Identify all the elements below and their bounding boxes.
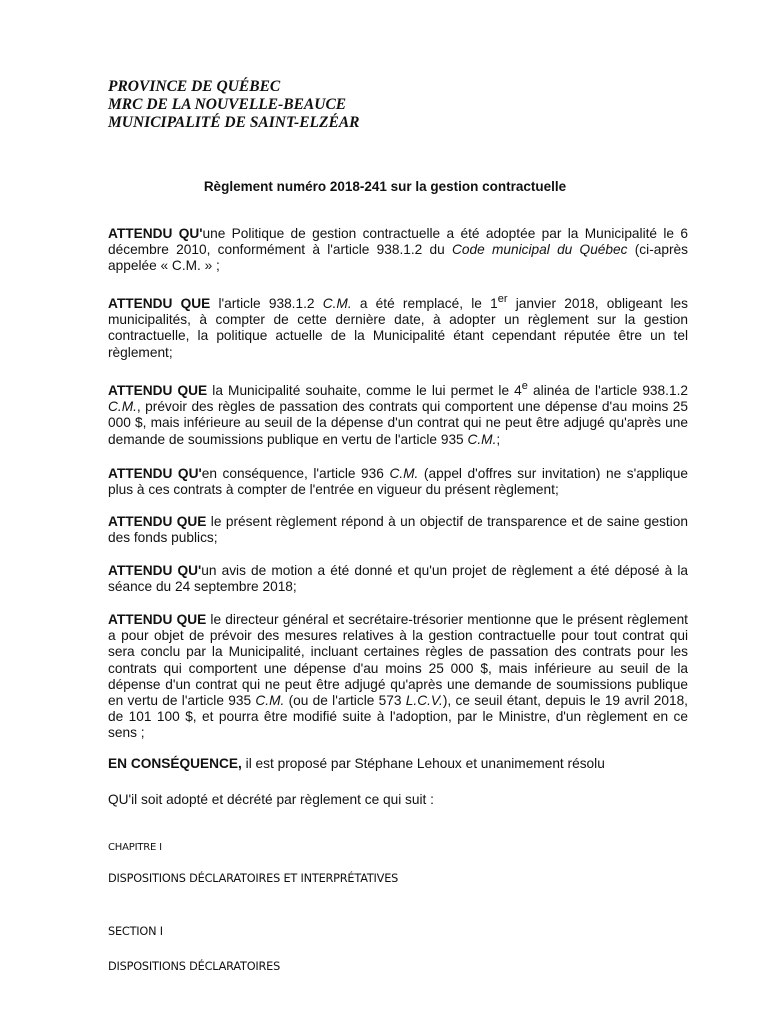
chapter-heading: CHAPITRE I (108, 842, 162, 853)
paragraph-italic: C.M. (255, 693, 285, 709)
paragraph-text: (ci-après appelée « C.M. » ; (108, 242, 688, 274)
paragraph-lead: ATTENDU QU' (108, 563, 202, 578)
paragraph-superscript: e (521, 380, 528, 392)
paragraph-lead: ATTENDU QUE (108, 612, 207, 627)
paragraph-attendu-7 (108, 612, 688, 742)
paragraph-text: (appel d'offres sur invitation) ne s'applique plus à ces contrats à compter de l'entrée en vigueur du présent règlement; (108, 466, 689, 498)
paragraph-en-consequence (108, 756, 688, 772)
paragraph-attendu-3 (108, 380, 688, 448)
document-header (108, 78, 360, 132)
paragraph-text: (ou de l'article 573 (284, 693, 406, 709)
paragraph-text: QU'il soit adopté et décrété par règlement ce qui suit : (108, 792, 434, 807)
paragraph-text: en conséquence, l'article 936 (201, 466, 390, 481)
paragraph-attendu-2 (108, 293, 688, 361)
paragraph-text: le présent règlement répond à un objectif de transparence et de saine gestion des fonds publics; (108, 514, 688, 546)
paragraph-italic: Code municipal du Québec (452, 242, 628, 258)
paragraph-text: une Politique de gestion contractuelle a été adoptée par la Municipalité le 6 décembre 2010, conformément à l'article 938.1.2 du (108, 226, 688, 258)
paragraph-attendu-6 (108, 563, 688, 595)
chapter-title: DISPOSITIONS DÉCLARATOIRES ET INTERPRÉTATIVES (108, 872, 399, 885)
paragraph-italic: C.M. (108, 399, 137, 415)
paragraph-lead: ATTENDU QU' (108, 226, 203, 241)
paragraph-lead: ATTENDU QU' (108, 466, 202, 481)
paragraph-attendu-4 (108, 466, 688, 498)
paragraph-lead: ATTENDU QUE (108, 514, 207, 529)
section-title: DISPOSITIONS DÉCLARATOIRES (108, 960, 281, 973)
paragraph-italic: L.C.V. (405, 693, 443, 709)
paragraph-text: le directeur général et secrétaire-trésorier mentionne que le présent règlement a pour objet de prévoir des mesures relatives à la gestion contractuelle pour tout contrat qui sera conclu par la Municipalité, incluant certaines règles de passation des contrats pour les contrats qui comportent une dépense d'au moins 25 000 $, mais inférieure au seuil de la dépense d'un contrat qui ne peut être adjugé qu'après une demande de soumissions publique en vertu de l'article 935 (108, 612, 688, 709)
document-title: Règlement numéro 2018-241 sur la gestion contractuelle (203, 179, 567, 194)
paragraph-text: il est proposé par Stéphane Lehoux et unanimement résolu (241, 756, 605, 771)
header-mrc: MRC DE LA NOUVELLE-BEAUCE (108, 96, 347, 113)
paragraph-text: ), ce seuil étant, depuis le 19 avril 2018, de 101 100 $, et pourra être modifié suite à l'adoption, par le Ministre, d'un règlement en ce sens ; (108, 693, 688, 741)
paragraph-text: la Municipalité souhaite, comme le lui permet le 4 (207, 383, 522, 398)
section-heading: SECTION I (108, 925, 163, 938)
header-municipality: MUNICIPALITÉ DE SAINT-ELZÉAR (108, 114, 360, 131)
paragraph-text: , prévoir des règles de passation des contrats qui comportent une dépense d'au moins 25 000 $, mais inférieure au seuil de la dépense d'un contrat qui ne peut être adjugé qu'après une demande de soumissions publique en vertu de l'article 935 (108, 399, 688, 447)
paragraph-text: un avis de motion a été donné et qu'un projet de règlement a été déposé à la séance du 24 septembre 2018; (108, 563, 688, 595)
paragraph-attendu-5 (108, 514, 688, 546)
paragraph-attendu-1 (108, 226, 688, 275)
paragraph-text: a été remplacé, le 1 (351, 296, 498, 311)
paragraph-italic: C.M. (322, 296, 352, 311)
header-province: PROVINCE DE QUÉBEC (108, 78, 281, 95)
paragraph-lead: EN CONSÉQUENCE, (108, 756, 242, 771)
paragraph-resolution (108, 792, 688, 808)
paragraph-italic: C.M. (389, 466, 419, 481)
paragraph-text: ; (496, 431, 501, 447)
paragraph-lead: ATTENDU QUE (108, 296, 211, 311)
paragraph-text: janvier 2018, obligeant les municipalités, à compter de cette dernière date, à adopter un règlement sur la gestion contractuelle, la politique actuelle de la Municipalité étant cependant réputée être un tel règlement; (108, 296, 688, 360)
paragraph-lead: ATTENDU QUE (108, 383, 208, 398)
paragraph-text: l'article 938.1.2 (210, 296, 323, 311)
paragraph-superscript: er (497, 293, 508, 305)
paragraph-italic: C.M. (467, 431, 497, 447)
paragraph-text: alinéa de l'article 938.1.2 (527, 383, 688, 398)
